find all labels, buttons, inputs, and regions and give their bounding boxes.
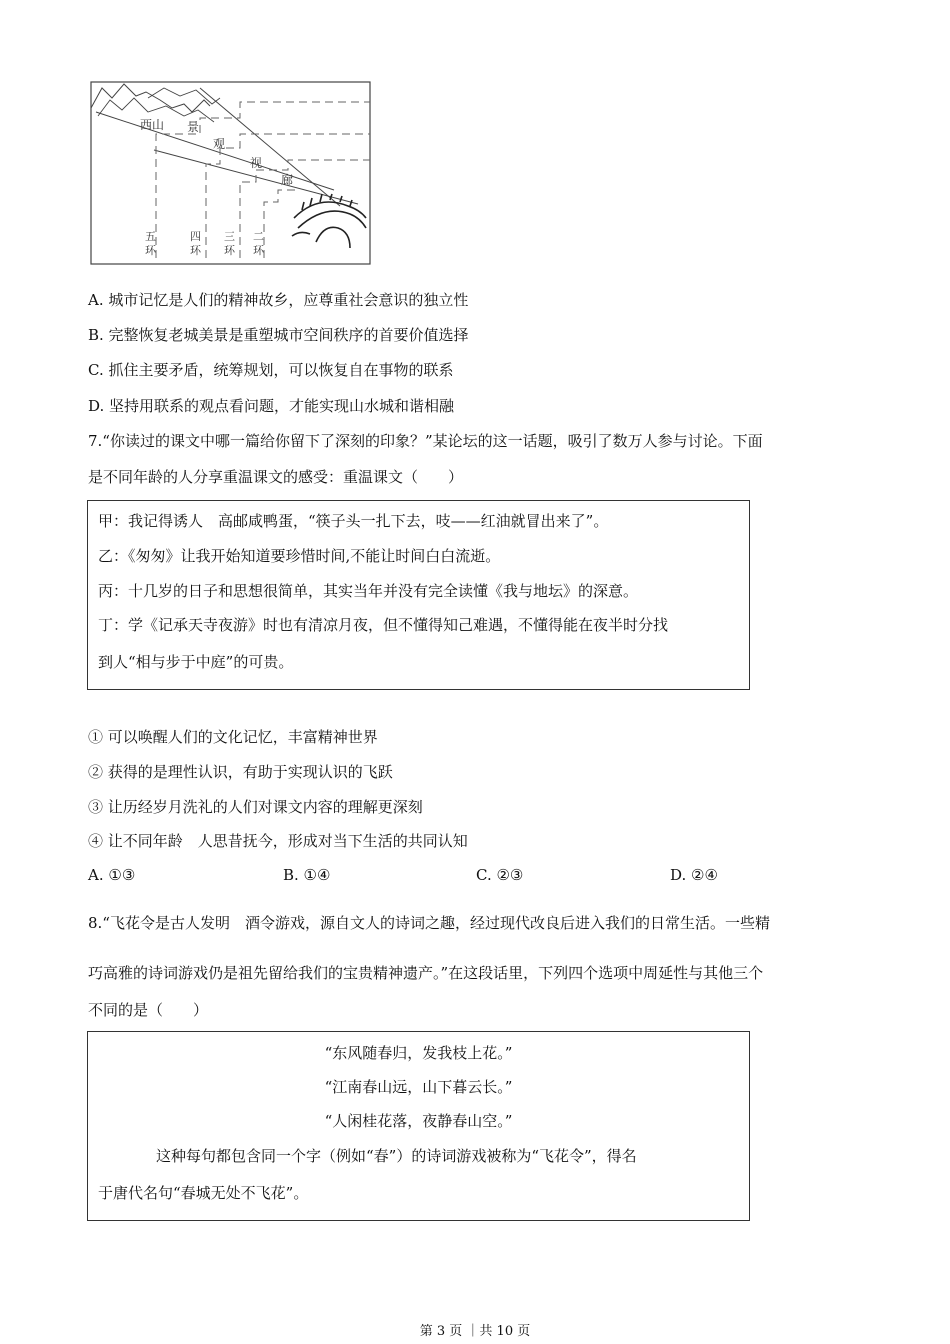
q7-box-line-yi: 乙：《匆匆》让我开始知道要珍惜时间,不能让时间白白流逝。 xyxy=(98,547,501,565)
q7-statement-1: ① 可以唤醒人们的文化记忆，丰富精神世界 xyxy=(88,728,378,746)
bridge-icon xyxy=(292,194,366,248)
q8-paragraph-line-1: 这种每句都包含同一个字（例如“春”）的诗词游戏被称为“飞花令”，得名 xyxy=(156,1147,637,1165)
q8-poem-2: “江南春山远，山下暮云长。” xyxy=(324,1078,513,1096)
q7-statement-2: ② 获得的是理性认识，有助于实现认识的飞跃 xyxy=(88,763,393,781)
ring-4-label-top: 四 xyxy=(190,230,201,243)
corridor-label-3: 视 xyxy=(250,156,263,170)
q7-box-line-jia: 甲：我记得诱人 高邮咸鸭蛋，“筷子头一扎下去，吱——红油就冒出来了”。 xyxy=(98,512,609,530)
q8-stem-line-2: 巧高雅的诗词游戏仍是祖先留给我们的宝贵精神遗产。”在这段话里，下列四个选项中周延性与其他三个 xyxy=(88,964,764,982)
q6-option-b: B. 完整恢复老城美景是重塑城市空间秩序的首要价值选择 xyxy=(88,326,469,344)
q7-statement-4: ④ 让不同年龄 人思昔抚今，形成对当下生活的共同认知 xyxy=(88,832,468,850)
ring-3-label-top: 三 xyxy=(224,230,235,243)
q7-statement-3: ③ 让历经岁月洗礼的人们对课文内容的理解更深刻 xyxy=(88,798,423,816)
west-mountain-label: 西山 xyxy=(140,118,165,132)
q7-stem-line-1: 7.“你读过的课文中哪一篇给你留下了深刻的印象？”某论坛的这一话题，吸引了数万人参与讨论。下面 xyxy=(88,432,763,450)
mountain-ridge-icon xyxy=(91,84,210,112)
q6-option-a: A. 城市记忆是人们的精神故乡，应尊重社会意识的独立性 xyxy=(88,291,469,309)
ring-2-dashed-line xyxy=(264,190,298,258)
corridor-middle-line xyxy=(96,112,334,190)
q6-option-d: D. 坚持用联系的观点看问题，才能实现山水城和谐相融 xyxy=(88,397,455,415)
ring-5-label-top: 五 xyxy=(145,230,156,243)
ring-2-label-bottom: 环 xyxy=(253,244,264,257)
q7-box-line-bing: 丙：十几岁的日子和思想很简单，其实当年并没有完全读懂《我与地坛》的深意。 xyxy=(98,582,639,600)
q7-quote-box xyxy=(87,500,750,690)
q8-stem-line-1: 8.“飞花令是古人发明 酒令游戏，源自文人的诗词之趣，经过现代改良后进入我们的日常生活。一些精 xyxy=(88,914,770,932)
q6-option-c: C. 抓住主要矛盾，统筹规划，可以恢复自在事物的联系 xyxy=(88,361,454,379)
ring-3-label-bottom: 环 xyxy=(224,244,235,257)
q8-quote-box xyxy=(87,1031,750,1221)
q8-paragraph-line-2: 于唐代名句“春城无处不飞花”。 xyxy=(98,1184,309,1202)
q7-stem-line-2: 是不同年龄的人分享重温课文的感受：重温课文（ ） xyxy=(88,468,464,486)
corridor-label-2: 观 xyxy=(213,137,226,151)
landscape-corridor-figure xyxy=(88,78,374,268)
q7-option-b: B. ①④ xyxy=(283,866,331,884)
ring-2-label-top: 二 xyxy=(253,230,264,243)
ring-5-label-bottom: 环 xyxy=(145,244,156,257)
ring-4-label-bottom: 环 xyxy=(190,244,201,257)
q8-poem-1: “东风随春归，发我枝上花。” xyxy=(324,1044,513,1062)
q7-option-d: D. ②④ xyxy=(670,866,718,884)
q7-option-a: A. ①③ xyxy=(88,866,136,884)
q8-poem-3: “人闲桂花落，夜静春山空。” xyxy=(324,1112,513,1130)
corridor-label-1: 景 xyxy=(187,120,200,134)
q8-stem-line-3: 不同的是（ ） xyxy=(88,1001,209,1019)
q7-box-line-ding-cont: 到人“相与步于中庭”的可贵。 xyxy=(98,653,294,671)
corridor-label-4: 廊 xyxy=(281,173,294,187)
q7-box-line-ding: 丁：学《记承天寺夜游》时也有清凉月夜，但不懂得知己难遇，不懂得能在夜半时分找 xyxy=(98,616,669,634)
page-footer: 第 3 页 ｜共 10 页 xyxy=(419,1324,531,1339)
q7-option-c: C. ②③ xyxy=(476,866,524,884)
